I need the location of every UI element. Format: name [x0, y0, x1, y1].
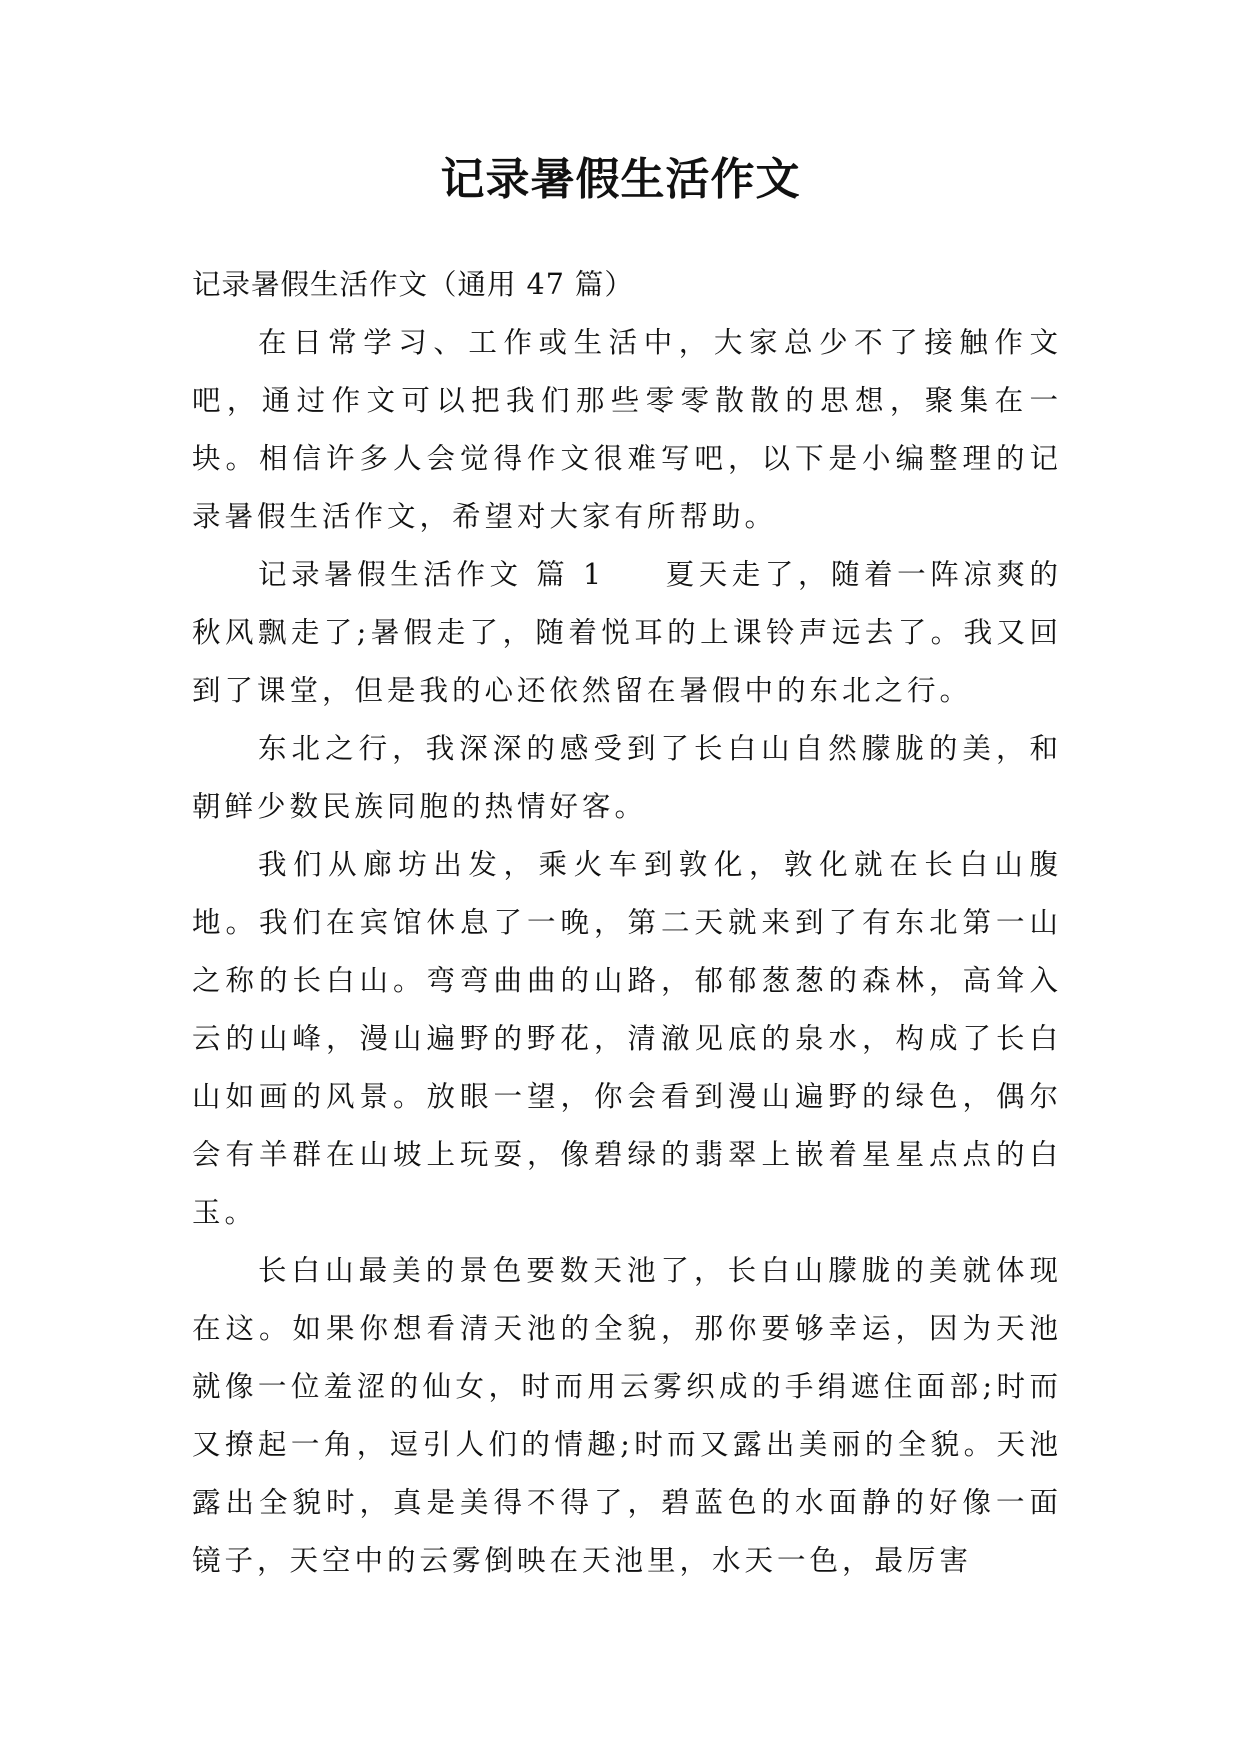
paragraph-northeast-text: 东北之行，我深深的感受到了长白山自然朦胧的美，和朝鲜少数民族同胞的热情好客。 [192, 732, 1062, 823]
document-body [192, 256, 1062, 1590]
section-1-paragraph [192, 546, 1062, 720]
paragraph-journey-text: 我们从廊坊出发，乘火车到敦化，敦化就在长白山腹地。我们在宾馆休息了一晚，第二天就来到了有东北第一山之称的长白山。弯弯曲曲的山路，郁郁葱葱的森林，高耸入云的山峰，漫山遍野的野花，清澈见底的泉水，构成了长白山如画的风景。放眼一望，你会看到漫山遍野的绿色，偶尔会有羊群在山坡上玩耍，像碧绿的翡翠上嵌着星星点点的白玉。 [192, 848, 1062, 1229]
paragraph-tianchi [192, 1242, 1062, 1590]
paragraph-tianchi-text: 长白山最美的景色要数天池了，长白山朦胧的美就体现在这。如果你想看清天池的全貌，那你要够幸运，因为天池就像一位羞涩的仙女，时而用云雾织成的手绢遮住面部;时而又撩起一角，逗引人们的情趣;时而又露出美丽的全貌。天池露出全貌时，真是美得不得了，碧蓝色的水面静的好像一面镜子，天空中的云雾倒映在天池里，水天一色，最厉害 [192, 1254, 1062, 1577]
document-subtitle: 记录暑假生活作文（通用 47 篇） [192, 268, 634, 301]
paragraph-journey [192, 836, 1062, 1242]
section-heading: 记录暑假生活作文 篇 1 [258, 558, 606, 591]
intro-paragraph [192, 314, 1062, 546]
intro-text: 在日常学习、工作或生活中，大家总少不了接触作文吧，通过作文可以把我们那些零零散散的思想，聚集在一块。相信许多人会觉得作文很难写吧，以下是小编整理的记录暑假生活作文，希望对大家有所帮助。 [192, 326, 1062, 533]
document-title: 记录暑假生活作文 [440, 154, 801, 205]
section-1-text: 夏天走了，随着一阵凉爽的秋风飘走了;暑假走了，随着悦耳的上课铃声远去了。我又回到了课堂，但是我的心还依然留在暑假中的东北之行。 [192, 558, 1062, 707]
paragraph-northeast [192, 720, 1062, 836]
